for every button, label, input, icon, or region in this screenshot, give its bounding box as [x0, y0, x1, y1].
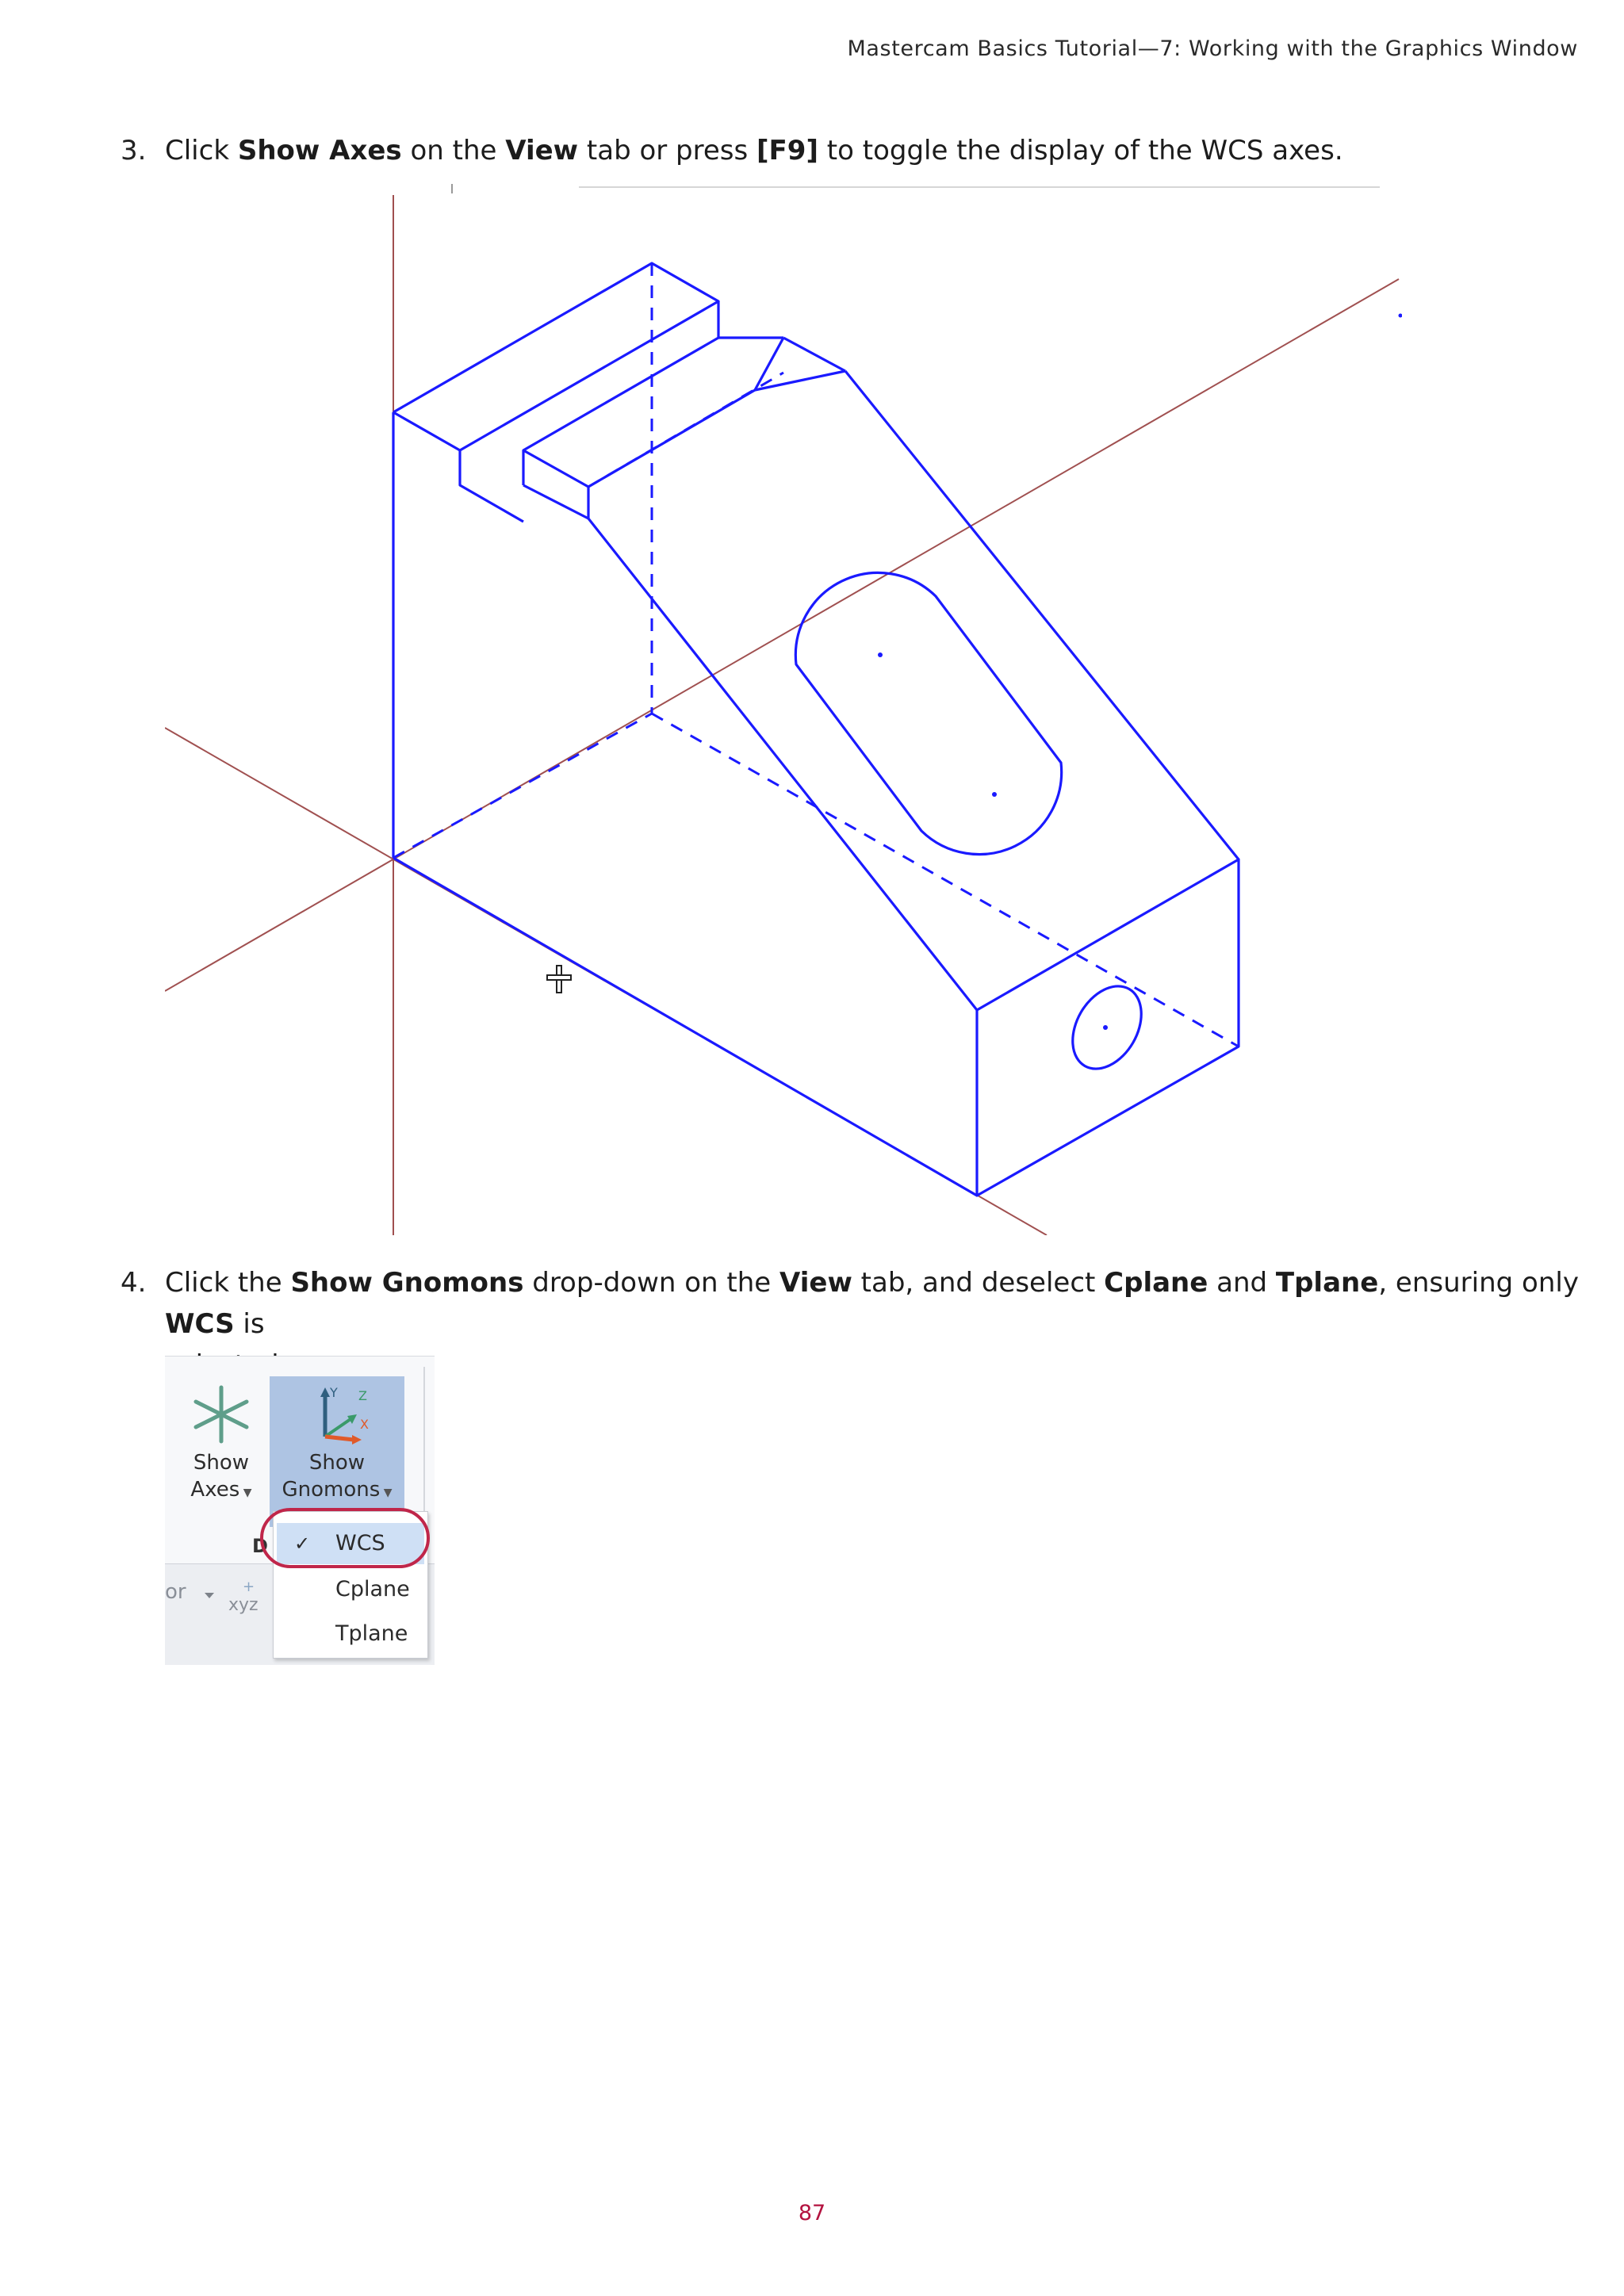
- text-run: on the: [401, 135, 506, 166]
- wcs-axes: [165, 195, 1399, 1235]
- chevron-down-icon[interactable]: [201, 1590, 217, 1601]
- key-f9: [F9]: [756, 135, 818, 166]
- gnomon-x-letter: X: [360, 1417, 369, 1432]
- show-gnomons-label-line2: [270, 1476, 404, 1506]
- gnomon-icon: [301, 1383, 373, 1446]
- toolbar-partial-text: or: [165, 1580, 186, 1604]
- show-axes-button[interactable]: [178, 1376, 265, 1527]
- cut-off-label: D: [252, 1535, 268, 1557]
- text-run: Click: [165, 135, 238, 166]
- show-axes-label-line2: [178, 1476, 265, 1506]
- wcs-highlight-annotation: [260, 1508, 430, 1568]
- show-gnomons-button[interactable]: [270, 1376, 404, 1527]
- text-run: is: [234, 1308, 265, 1340]
- text-run: Click the: [165, 1267, 291, 1299]
- ribbon-screenshot: [165, 1356, 435, 1665]
- ui-term-cplane: Cplane: [1104, 1267, 1208, 1299]
- show-axes-label-line1: Show: [193, 1451, 250, 1475]
- step-number: 4.: [121, 1267, 147, 1299]
- ui-term-view: View: [505, 135, 579, 166]
- axis-y: [165, 279, 1399, 991]
- text-run: , ensuring only: [1378, 1267, 1579, 1299]
- ui-term-show-axes: Show Axes: [237, 135, 402, 166]
- step-3-text: [165, 130, 1343, 171]
- chevron-down-icon: ▼: [239, 1487, 252, 1499]
- xyz-transform-icon[interactable]: [225, 1578, 266, 1615]
- menu-item-label: WCS: [335, 1531, 385, 1556]
- svg-text:+: +: [243, 1578, 255, 1595]
- show-axes-label-text: Axes: [190, 1478, 240, 1502]
- menu-item-cplane[interactable]: [277, 1569, 424, 1610]
- hidden-lines: [393, 263, 1239, 1047]
- checkmark-icon: ✓: [294, 1533, 311, 1555]
- ui-term-tplane: Tplane: [1275, 1267, 1379, 1299]
- svg-text:xyz: xyz: [228, 1595, 259, 1615]
- gnomon-y-letter: Y: [330, 1385, 338, 1400]
- menu-item-label: Cplane: [335, 1577, 410, 1601]
- menu-item-tplane[interactable]: [277, 1613, 424, 1655]
- text-run: and: [1208, 1267, 1276, 1299]
- axes-asterisk-icon: [190, 1383, 253, 1446]
- ui-term-view: View: [779, 1267, 852, 1299]
- page-number: 87: [798, 2201, 826, 2225]
- center-points: [878, 314, 1402, 1031]
- ui-term-wcs: WCS: [165, 1308, 235, 1340]
- text-run: tab, and deselect: [852, 1267, 1105, 1299]
- isometric-part-figure: [165, 181, 1402, 1235]
- crosshair-cursor-icon: [547, 966, 571, 993]
- part-wireframe: [393, 263, 1239, 1196]
- text-run: drop-down on the: [523, 1267, 780, 1299]
- step-number: 3.: [121, 135, 147, 166]
- chevron-down-icon: ▼: [380, 1487, 393, 1499]
- text-run: tab or press: [578, 135, 757, 166]
- show-gnomons-label-line1: Show: [308, 1451, 366, 1475]
- running-header: Mastercam Basics Tutorial—7: Working with the Graphics Window: [847, 36, 1578, 61]
- menu-item-label: Tplane: [335, 1621, 408, 1646]
- ui-term-show-gnomons: Show Gnomons: [290, 1267, 524, 1299]
- text-run: to toggle the display of the WCS axes.: [818, 135, 1343, 166]
- show-gnomons-label-text: Gnomons: [282, 1478, 381, 1502]
- gnomon-z-letter: Z: [358, 1388, 367, 1403]
